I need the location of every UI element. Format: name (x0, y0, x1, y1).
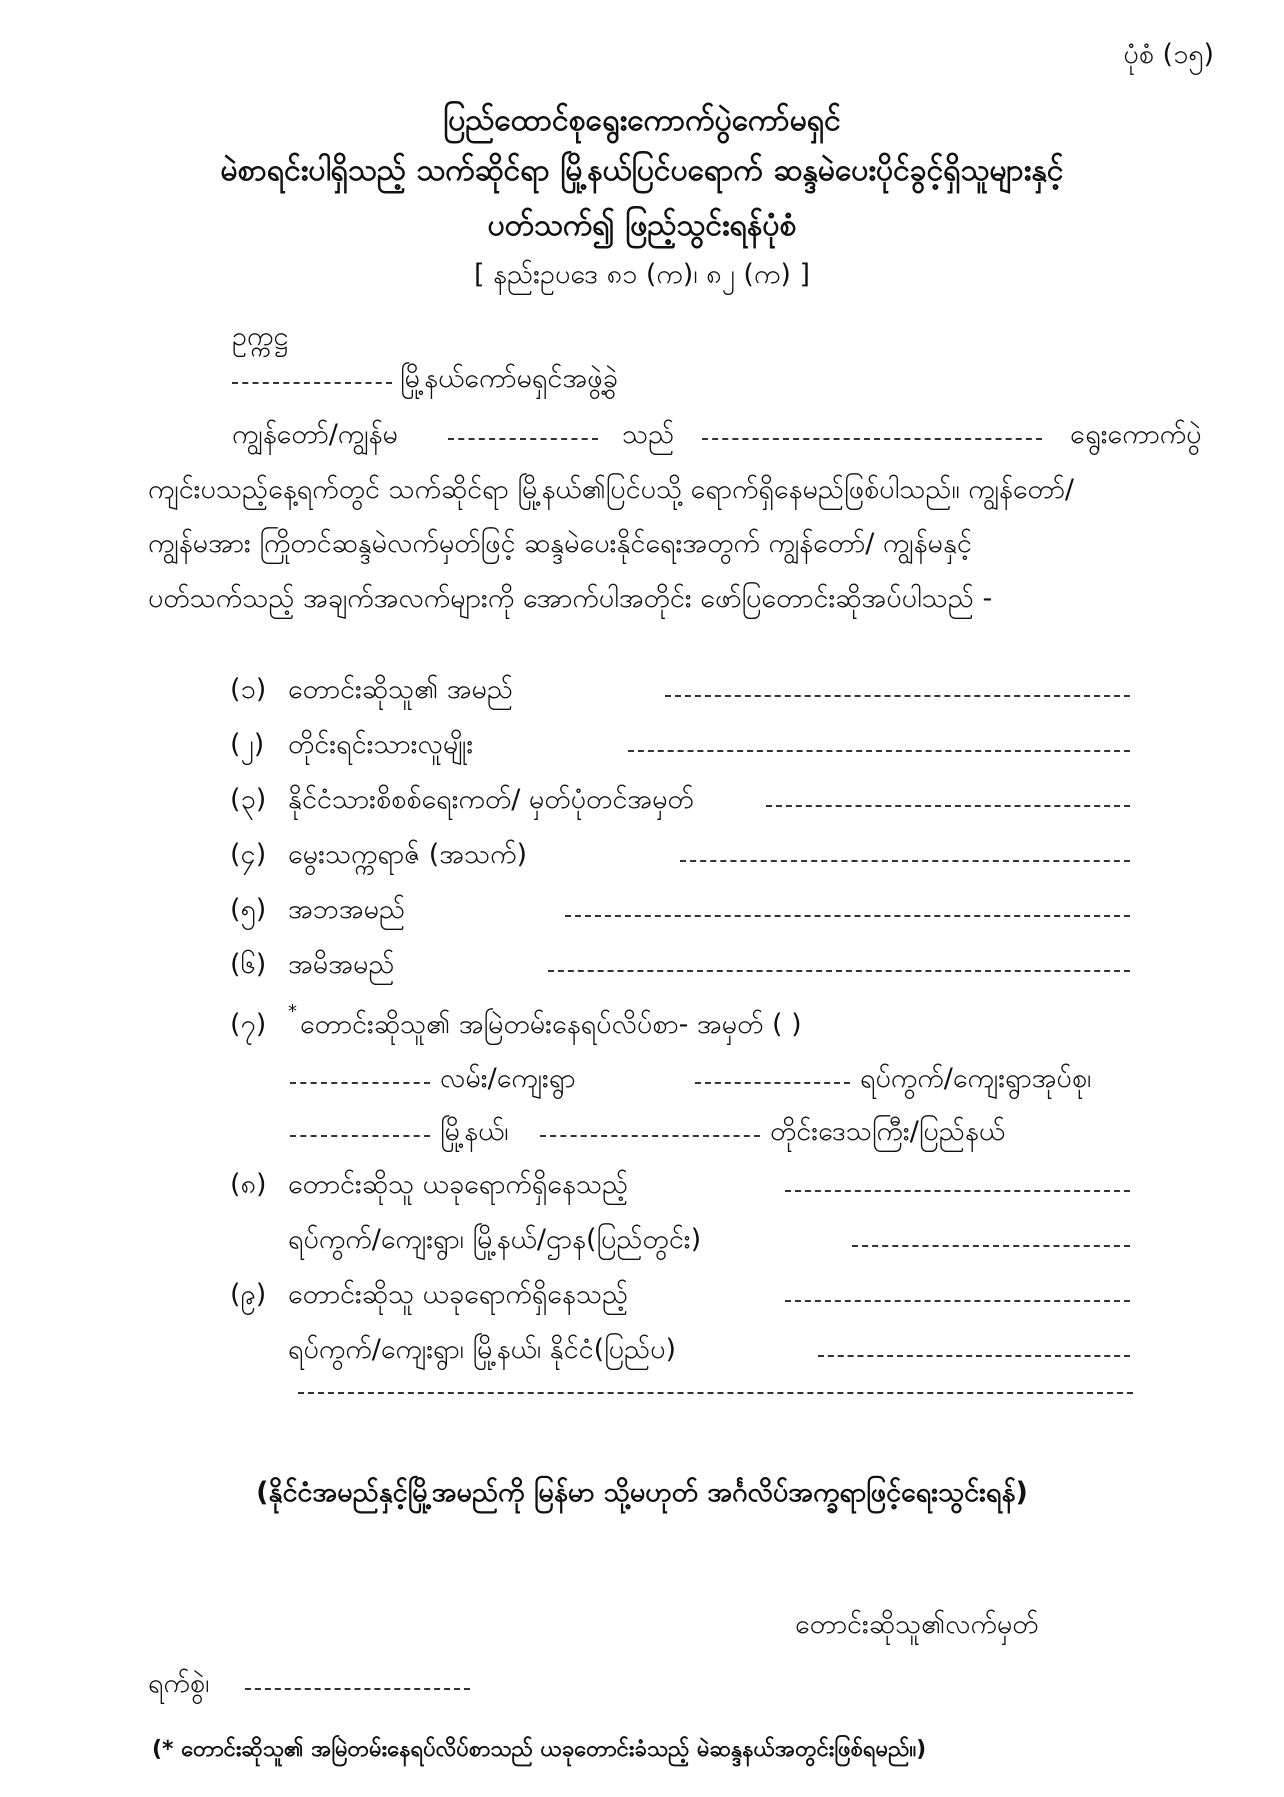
item-3-label: နိုင်ငံသားစိစစ်ရေးကတ်/ မှတ်ပုံတင်အမှတ် (288, 784, 694, 815)
item-5-label: အဘအမည် (288, 894, 406, 925)
item-9-blank[interactable] (785, 1300, 1130, 1302)
item-8-blank-2[interactable] (852, 1245, 1130, 1247)
body-p1-b: သည် (622, 419, 675, 450)
body-line2: ကျင်းပသည့်နေ့ရက်တွင် သက်ဆိုင်ရာ မြို့နယ်၏ပြင်ပသို့ ရောက်ရှိနေမည်ဖြစ်ပါသည်။ ကျွန်တော်/ (148, 474, 1075, 505)
form-title-line2: မဲစာရင်းပါရှိသည့် သက်ဆိုင်ရာ မြို့နယ်ပြင်ပရောက် ဆန္ဒမဲပေးပိုင်ခွင့်ရှိသူများနှင့် (220, 153, 1064, 188)
item-5-blank[interactable] (565, 915, 1130, 917)
body-p1-a: ကျွန်တော်/ကျွန်မ (232, 419, 398, 450)
item-2-number: (၂) (230, 729, 265, 760)
item-6-blank[interactable] (548, 970, 1130, 972)
item-6-label: အမိအမည် (288, 949, 395, 980)
salutation: ဥက္ကဋ္ဌ (232, 321, 289, 352)
item-5-number: (၅) (230, 894, 267, 925)
office-name-blank[interactable] (232, 382, 392, 384)
street-label: လမ်း/ကျေးရွာ (440, 1063, 576, 1094)
form-number: ပုံစံ (၁၅) (1123, 39, 1214, 70)
item-3-blank[interactable] (766, 805, 1130, 807)
item-9-number: (၉) (230, 1279, 267, 1310)
language-note: (နိုင်ငံအမည်နှင့်မြို့အမည်ကို မြန်မာ သို့မဟုတ် အင်္ဂလိပ်အက္ခရာဖြင့်ရေးသွင်းရန်) (256, 1477, 1028, 1508)
item-7-label: တောင်းဆိုသူ၏ အမြဲတမ်းနေရပ်လိပ်စာ- အမှတ် ( ) (300, 1009, 802, 1040)
item-9-blank-2[interactable] (818, 1355, 1130, 1357)
region-label: တိုင်းဒေသကြီး/ပြည်နယ် (770, 1116, 1006, 1147)
township-label: မြို့နယ်၊ (440, 1116, 509, 1147)
name-blank[interactable] (448, 438, 598, 440)
asterisk-mark: * (288, 1001, 297, 1022)
ward-label: ရပ်ကွက်/ကျေးရွာအုပ်စု၊ (860, 1063, 1092, 1094)
item-1-blank[interactable] (665, 695, 1130, 697)
township-blank[interactable] (290, 1135, 430, 1137)
item-4-blank[interactable] (680, 860, 1130, 862)
rule-reference: [ နည်းဥပဒေ ၈၁ (က)၊ ၈၂ (က) ] (473, 259, 811, 290)
item-2-label: တိုင်းရင်းသားလူမျိုး (288, 729, 474, 760)
body-line4: ပတ်သက်သည့် အချက်အလက်များကို အောက်ပါအတိုင်း ဖော်ပြတောင်းဆိုအပ်ပါသည် - (148, 583, 993, 614)
street-blank[interactable] (290, 1082, 430, 1084)
office-label: မြို့နယ်ကော်မရှင်အဖွဲ့ခွဲ (400, 363, 618, 394)
item-1-number: (၁) (230, 674, 267, 705)
region-blank[interactable] (540, 1135, 760, 1137)
item-9-blank-3[interactable] (298, 1392, 1133, 1394)
item-8-number: (၈) (230, 1169, 267, 1200)
item-1-label: တောင်းဆိုသူ၏ အမည် (288, 674, 514, 705)
item-4-number: (၄) (230, 839, 267, 870)
date-label: ရက်စွဲ၊ (148, 1668, 210, 1699)
item-8-line2: ရပ်ကွက်/ကျေးရွာ၊ မြို့နယ်/ဌာန(ပြည်တွင်း) (288, 1224, 702, 1255)
signature-label: တောင်းဆိုသူ၏လက်မှတ် (795, 1609, 1039, 1640)
item-4-label: မွေးသက္ကရာဇ် (အသက်) (288, 839, 528, 870)
item-9-label: တောင်းဆိုသူ ယခုရောက်ရှိနေသည့် (288, 1279, 629, 1310)
item-9-line2: ရပ်ကွက်/ကျေးရွာ၊ မြို့နယ်၊ နိုင်ငံ(ပြည်ပ) (288, 1334, 677, 1365)
item-2-blank[interactable] (628, 750, 1130, 752)
form-title-line3: ပတ်သက်၍ ဖြည့်သွင်းရန်ပုံစံ (487, 208, 797, 243)
item-8-blank[interactable] (785, 1190, 1130, 1192)
item-3-number: (၃) (230, 784, 267, 815)
body-line3: ကျွန်မအား ကြိုတင်ဆန္ဒမဲလက်မှတ်ဖြင့် ဆန္ဒမဲပေးနိုင်ရေးအတွက် ကျွန်တော်/ ကျွန်မနှင့် (148, 528, 972, 559)
body-p1-c: ရွေးကောက်ပွဲ (1070, 419, 1202, 450)
date-blank[interactable] (245, 1688, 470, 1690)
ward-blank[interactable] (695, 1082, 850, 1084)
form-title-line1: ပြည်ထောင်စုရွေးကောက်ပွဲကော်မရှင် (443, 103, 841, 138)
footnote: (* တောင်းဆိုသူ၏ အမြဲတမ်းနေရပ်လိပ်စာသည် ယခုတောင်းခံသည့် မဲဆန္ဒနယ်အတွင်းဖြစ်ရမည်။) (152, 1737, 927, 1762)
election-blank[interactable] (702, 438, 1042, 440)
item-6-number: (၆) (230, 949, 267, 980)
item-8-label: တောင်းဆိုသူ ယခုရောက်ရှိနေသည့် (288, 1169, 629, 1200)
item-7-number: (၇) (230, 1009, 267, 1040)
